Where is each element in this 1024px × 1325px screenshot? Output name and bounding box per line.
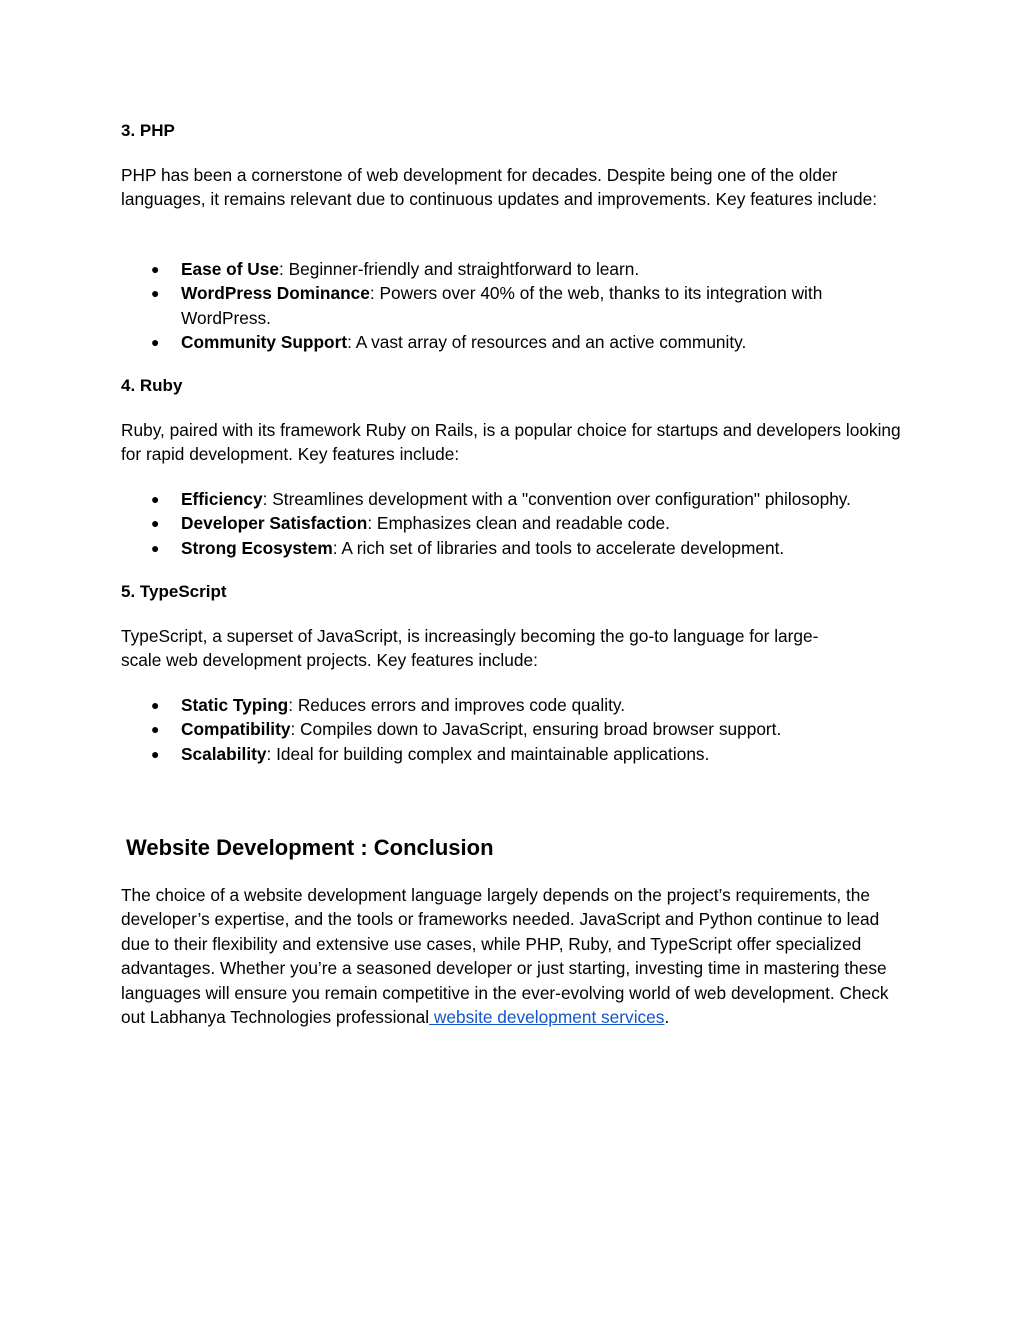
list-item xyxy=(121,742,911,766)
feature-term: Community Support xyxy=(181,332,348,353)
feature-desc: : Compiles down to JavaScript, ensuring broad browser support. xyxy=(290,719,782,740)
section-intro-ruby: Ruby, paired with its framework Ruby on Rails, is a popular choice for startups and developers looking for rapid development. Key features include: xyxy=(121,420,901,465)
feature-term: WordPress Dominance xyxy=(181,283,370,304)
section-heading-php: 3. PHP xyxy=(121,121,175,140)
feature-term: Static Typing xyxy=(181,695,289,715)
feature-desc: : Ideal for building complex and maintainable applications. xyxy=(266,743,710,764)
conclusion-text: The choice of a website development language largely depends on the project’s requirements, the developer’s expertise, and the tools or frameworks needed. JavaScript and Python continue to lead due to their flexibility and extensive use cases, while PHP, Ruby, and TypeScript offer specialized advantages. Whether you’re a seasoned developer or just starting, investing time in mastering these languages will ensure you remain competitive in the ever-evolving world of web development. Check out Labhanya Technologies professional xyxy=(121,885,889,1028)
list-item xyxy=(121,536,911,560)
bullet-icon: ● xyxy=(151,285,160,302)
bullet-icon: ● xyxy=(151,745,160,762)
list-item xyxy=(121,257,911,281)
list-item xyxy=(121,717,911,741)
feature-term: Efficiency xyxy=(181,489,263,509)
bullet-icon: ● xyxy=(151,697,160,713)
feature-list-ruby xyxy=(121,487,911,560)
feature-desc: : Reduces errors and improves code quality. xyxy=(288,695,626,715)
feature-desc: : A rich set of libraries and tools to accelerate development. xyxy=(332,537,785,558)
bullet-icon: ● xyxy=(151,491,160,507)
feature-term: Strong Ecosystem xyxy=(181,537,333,558)
list-item xyxy=(121,693,911,717)
conclusion-trailing: . xyxy=(664,1007,670,1028)
section-intro-php: PHP has been a cornerstone of web development for decades. Despite being one of the older languages, it remains relevant due to continuous updates and improvements. Key features include: xyxy=(121,165,878,210)
feature-term: Developer Satisfaction xyxy=(181,513,368,534)
feature-list-typescript xyxy=(121,693,911,766)
feature-desc: : Streamlines development with a "convention over configuration" philosophy. xyxy=(262,489,851,509)
bullet-icon: ● xyxy=(151,721,160,738)
feature-desc: : Emphasizes clean and readable code. xyxy=(367,513,670,534)
feature-desc: : Beginner-friendly and straightforward to learn. xyxy=(278,259,640,279)
feature-list-php xyxy=(121,257,911,355)
bullet-icon: ● xyxy=(151,539,160,556)
conclusion-body xyxy=(121,883,911,1029)
section-intro-typescript: TypeScript, a superset of JavaScript, is increasingly becoming the go-to language for large-scale web development projects. Key features include: xyxy=(121,626,819,671)
website-development-services-link[interactable]: website development services xyxy=(429,1007,665,1028)
feature-desc: : Powers over 40% of the web, thanks to its integration with WordPress. xyxy=(181,283,823,328)
list-item xyxy=(121,281,911,330)
list-item xyxy=(121,511,911,535)
section-heading-typescript: 5. TypeScript xyxy=(121,582,227,601)
conclusion-heading: Website Development : Conclusion xyxy=(126,835,494,860)
feature-term: Compatibility xyxy=(181,719,291,740)
feature-term: Ease of Use xyxy=(181,259,279,279)
bullet-icon: ● xyxy=(151,261,160,277)
bullet-icon: ● xyxy=(151,515,160,532)
section-heading-ruby: 4. Ruby xyxy=(121,376,183,395)
list-item xyxy=(121,330,911,354)
feature-term: Scalability xyxy=(181,743,267,764)
feature-desc: : A vast array of resources and an active community. xyxy=(347,332,747,353)
list-item xyxy=(121,487,911,511)
bullet-icon: ● xyxy=(151,334,160,351)
